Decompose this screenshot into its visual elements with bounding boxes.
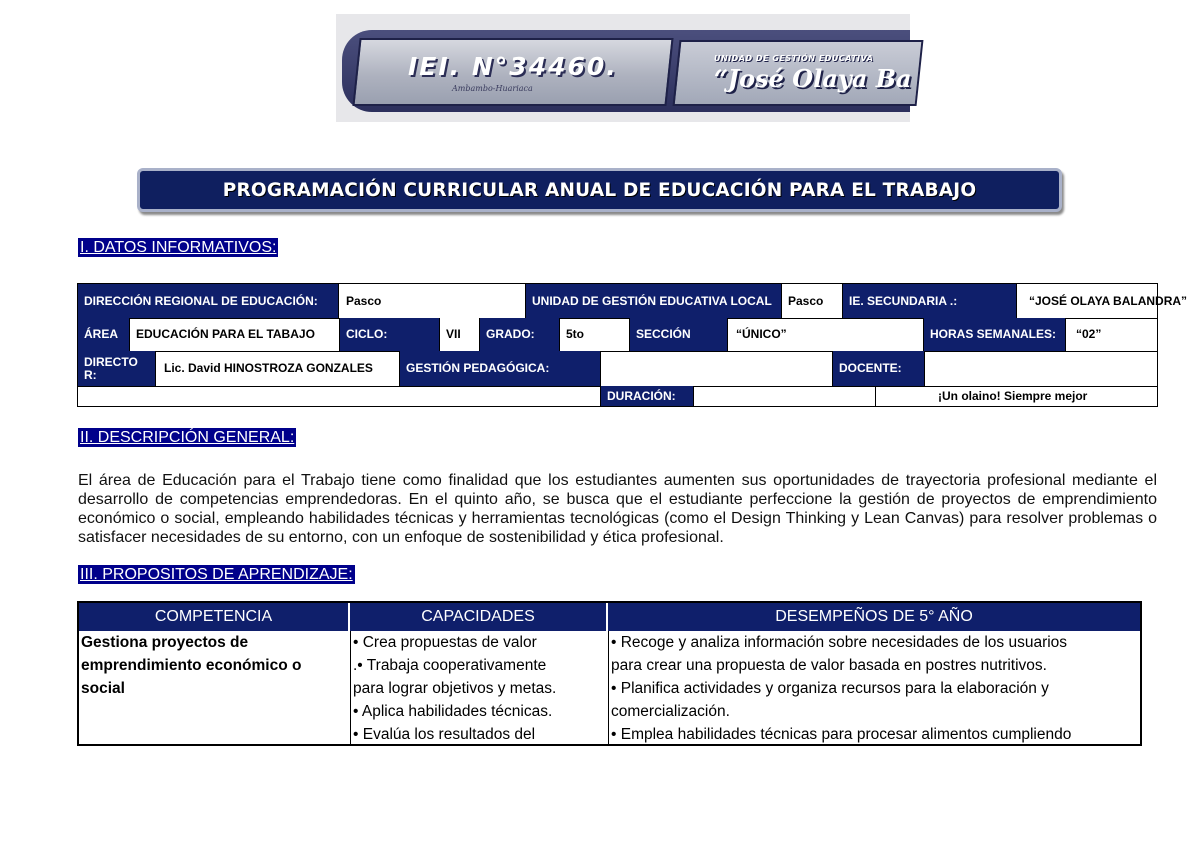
area-label: ÁREA <box>78 318 130 351</box>
datos-row-1 <box>78 284 1188 319</box>
gestion-value <box>601 351 833 386</box>
horas-label: HORAS SEMANALES: <box>924 318 1066 351</box>
school-name: IEI. N°34460. <box>408 52 618 81</box>
header-competencia: COMPETENCIA <box>79 603 350 631</box>
propositos-table <box>77 601 1142 746</box>
competencia-cell <box>79 631 351 744</box>
horas-value: “02” <box>1076 327 1102 341</box>
desempenos-cell <box>609 631 1140 744</box>
document-title-bar <box>137 168 1062 212</box>
competencia-line: social <box>81 680 125 697</box>
capacidad-line: para lograr objetivos y metas. <box>353 680 557 697</box>
desempeno-line: • Emplea habilidades técnicas para procesar alimentos cumpliendo <box>611 726 1072 743</box>
desempeno-line: para crear una propuesta de valor basada en postres nutritivos. <box>611 657 1047 674</box>
datos-row-4 <box>78 386 1157 406</box>
grado-value: 5to <box>560 318 630 351</box>
dre-label: DIRECCIÓN REGIONAL DE EDUCACIÓN: <box>78 284 339 318</box>
desempeno-line: comercialización. <box>611 703 730 720</box>
school-banner <box>336 14 910 122</box>
capacidad-line: .• Trabaja cooperativamente <box>353 657 547 674</box>
section-datos-informativos: I. DATOS INFORMATIVOS: <box>80 239 277 256</box>
director-value: Lic. David HINOSTROZA GONZALES <box>156 351 400 386</box>
datos-informativos-table <box>77 283 1188 407</box>
grado-label: GRADO: <box>480 318 560 351</box>
ciclo-label: CICLO: <box>340 318 440 351</box>
capacidad-line: • Crea propuestas de valor <box>353 634 537 651</box>
director-label: DIRECTO R: <box>78 351 156 386</box>
seccion-value: “ÚNICO” <box>728 318 924 351</box>
dre-value: Pasco <box>339 284 526 318</box>
area-value: EDUCACIÓN PARA EL TABAJO <box>130 318 340 351</box>
ie-label: IE. SECUNDARIA .: <box>843 284 1017 318</box>
header-capacidades: CAPACIDADES <box>350 603 608 631</box>
school-motto: ¡Un olaino! Siempre mejor <box>938 388 1088 403</box>
competencia-line: emprendimiento económico o <box>81 657 302 674</box>
descripcion-paragraph: El área de Educación para el Trabajo tiene como finalidad que los estudiantes aumenten sus oportunidades de trayectoria profesional mediante el desarrollo de competencias emprendedoras. En el quinto año, se busca que el estudiante perfeccione la gestión de proyectos de emprendimiento económico o social, empleando habilidades técnicas y herramientas tecnológicas (como el Design Thinking y Lean Canvas) para resolver problemas o satisfacer necesidades de su entorno, con un enfoque de sostenibilidad y ética profesional. <box>78 472 1157 546</box>
section-descripcion-general: II. DESCRIPCIÓN GENERAL: <box>80 429 295 446</box>
desempeno-line: • Recoge y analiza información sobre necesidades de los usuarios <box>611 634 1068 651</box>
ie-value: “JOSÉ OLAYA BALANDRA” <box>1029 293 1188 308</box>
datos-row-2 <box>78 318 1157 352</box>
ciclo-value: VII <box>440 318 480 351</box>
docente-value <box>925 351 1157 386</box>
section-propositos: III. PROPOSITOS DE APRENDIZAJE: <box>80 566 353 583</box>
ugel-caption: UNIDAD DE GESTIÓN EDUCATIVA <box>714 54 874 63</box>
gestion-label: GESTIÓN PEDAGÓGICA: <box>400 351 601 386</box>
duracion-value <box>694 386 876 406</box>
ugel-value: Pasco <box>782 284 843 318</box>
school-location: Ambambo-Huariaca <box>452 84 533 93</box>
datos-row-3 <box>78 351 1157 387</box>
datos-row-4-empty <box>78 386 601 406</box>
docente-label: DOCENTE: <box>833 351 925 386</box>
ugel-name: “José Olaya Ba <box>714 64 912 93</box>
ugel-label: UNIDAD DE GESTIÓN EDUCATIVA LOCAL <box>526 284 782 318</box>
capacidad-line: • Evalúa los resultados del <box>353 726 536 743</box>
document-title: PROGRAMACIÓN CURRICULAR ANUAL DE EDUCACIÓN PARA EL TRABAJO <box>222 179 977 201</box>
duracion-label: DURACIÓN: <box>601 386 694 406</box>
header-desempenos: DESEMPEÑOS DE 5° AÑO <box>608 603 1140 631</box>
seccion-label: SECCIÓN <box>630 318 728 351</box>
capacidad-line: • Aplica habilidades técnicas. <box>353 703 553 720</box>
desempeno-line: • Planifica actividades y organiza recursos para la elaboración y <box>611 680 1049 697</box>
competencia-line: Gestiona proyectos de <box>81 634 249 651</box>
capacidades-cell <box>351 631 609 744</box>
